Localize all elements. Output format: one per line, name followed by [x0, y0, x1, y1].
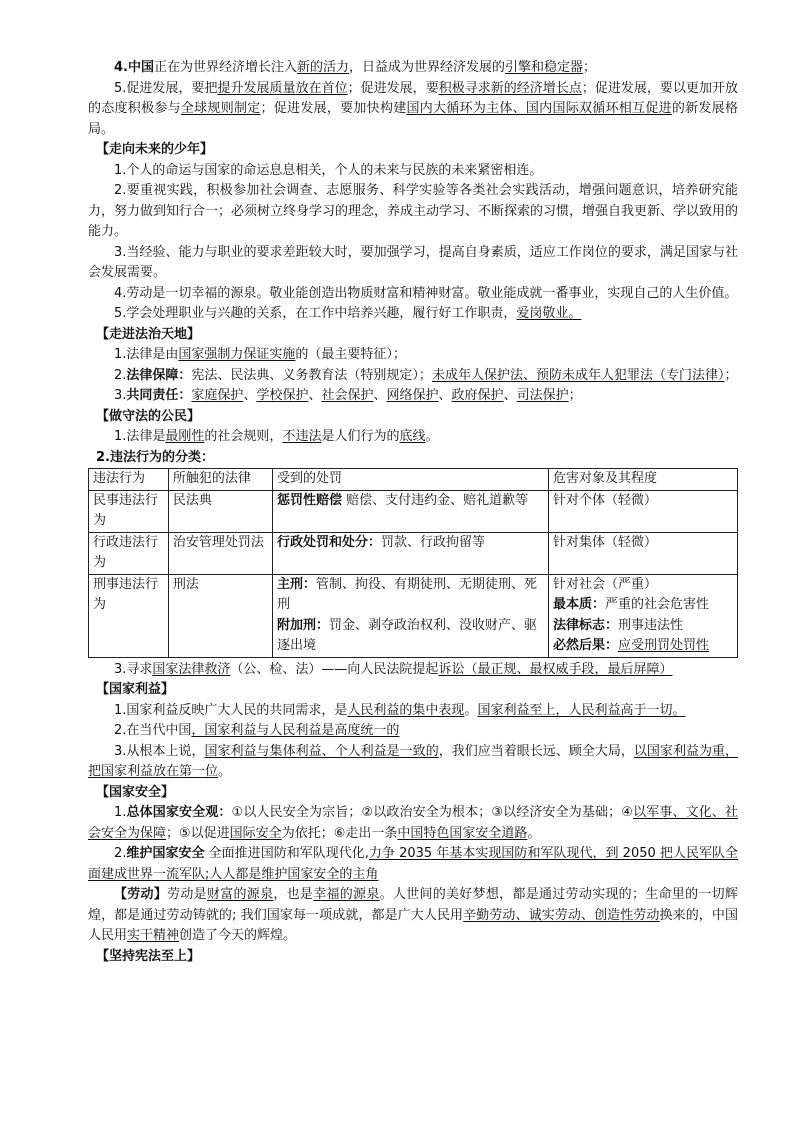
table-cell: 行政处罚和处分：罚款、行政拘留等 [272, 532, 548, 574]
table-cell: 惩罚性赔偿 赔偿、支付违约金、赔礼道歉等 [272, 490, 548, 532]
paragraph-china-economy: 4.中国正在为世界经济增长注入新的活力，日益成为世界经济发展的引擎和稳定器； [114, 60, 597, 75]
paragraph-security-2: 2.维护国家安全 全面推进国防和军队现代化,力争 2035 年基本实现国防和军队现代，到 2050 把人民军队全面建成世界一流军队;人人都是维护国家安全的主角 [88, 846, 738, 882]
paragraph-citizen-1: 1.法律是最刚性的社会规则，不违法是人们行为的底线。 [114, 429, 439, 444]
table-header-cell: 受到的处罚 [272, 469, 548, 491]
paragraph-law-3: 3.共同责任：家庭保护、学校保护、社会保护、网络保护、政府保护、司法保护； [114, 388, 582, 403]
table-header-cell: 违法行为 [89, 469, 169, 491]
table-header-cell: 所触犯的法律 [168, 469, 272, 491]
table-cell [272, 574, 548, 657]
table-header-row [89, 469, 738, 491]
section-heading-national-interest: 【国家利益】 [96, 682, 175, 697]
table-cell: 刑事违法行为 [89, 574, 169, 657]
table-cell: 治安管理处罚法 [168, 532, 272, 574]
table-cell: 针对个体（轻微） [548, 490, 737, 532]
table-cell: 行政违法行为 [89, 532, 169, 574]
table-header-cell: 危害对象及其程度 [548, 469, 737, 491]
table-row [89, 490, 738, 532]
table-row [89, 532, 738, 574]
paragraph-law-2: 2.法律保障：宪法、民法典、义务教育法（特别规定）；未成年人保护法、预防未成年人犯罪法（专门法律）； [114, 367, 738, 383]
paragraph-labor: 【劳动】劳动是财富的源泉，也是幸福的源泉。人世间的美好梦想，都是通过劳动实现的；生命里的一切辉煌，都是通过劳动铸就的; 我们国家每一项成就，都是广大人民用辛勤劳动、诚实劳动、创造性劳动换来的，中国人民用实干精神创造了今天的辉煌。 [88, 887, 738, 943]
table-cell: 刑法 [168, 574, 272, 657]
paragraph-law-1: 1.法律是由国家强制力保证实施的（最主要特征）； [114, 347, 406, 362]
section-heading-law-abiding-citizen: 【做守法的公民】 [96, 408, 201, 424]
paragraph-future-2: 2.要重视实践，积极参加社会调查、志愿服务、科学实验等各类社会实践活动，增强问题意识，培养研究能力，努力做到知行合一；必须树立终身学习的理念，养成主动学习、不断探索的习惯，增强自我更新、学以致用的能力。 [88, 183, 739, 239]
paragraph-citizen-3: 3.寻求国家法律救济（公、检、法）——向人民法院提起诉讼（最正规、最权威手段，最后屏障） [114, 661, 673, 677]
table-cell: 民法典 [168, 490, 272, 532]
paragraph-interest-2: 2.在当代中国，国家利益与人民利益是高度统一的 [114, 723, 400, 738]
section-heading-constitution: 【坚持宪法至上】 [96, 948, 201, 964]
section-heading-future-youth: 【走向未来的少年】 [96, 142, 214, 157]
table-cell: 针对社会（严重） 最本质：严重的社会危害性 法律标志：刑事违法性 必然后果：应受刑罚处罚性 [548, 574, 737, 657]
paragraph-future-3: 3.当经验、能力与职业的要求差距较大时，要加强学习，提高自身素质，适应工作岗位的要求，满足国家与社会发展需要。 [88, 244, 738, 280]
table-row [89, 574, 738, 657]
table-cell: 针对集体（轻微） [548, 532, 737, 574]
paragraph-interest-3: 3.从根本上说，国家利益与集体利益、个人利益是一致的，我们应当着眼长远、顾全大局，以国家利益为重，把国家利益放在第一位。 [88, 743, 738, 779]
main-penalty: 主刑：管制、拘役、有期徒刑、无期徒刑、死刑 [276, 576, 537, 612]
paragraph-future-4: 4.劳动是一切幸福的源泉。敬业能创造出物质财富和精神财富。敬业能成就一番事业，实现自己的人生价值。 [114, 285, 738, 301]
paragraph-interest-1: 1.国家利益反映广大人民的共同需求，是人民利益的集中表现。国家利益至上，人民利益高于一切。 [114, 702, 686, 718]
paragraph-future-5: 5.学会处理职业与兴趣的关系，在工作中培养兴趣，履行好工作职责，爱岗敬业。 [114, 306, 582, 321]
paragraph-security-1: 1.总体国家安全观：①以人民安全为宗旨；②以政治安全为根本；③以经济安全为基础；④以军事、文化、社会安全为保障；⑤以促进国际安全为依托；⑥走出一条中国特色国家安全道路。 [88, 805, 738, 841]
violation-table [88, 468, 738, 658]
document-page [88, 58, 738, 967]
section-heading-national-security: 【国家安全】 [96, 784, 175, 800]
paragraph-citizen-2: 2.违法行为的分类： [96, 449, 214, 465]
paragraph-promote-development: 5.促进发展，要把提升发展质量放在首位；促进发展，要积极寻求新的经济增长点；促进发展，要以更加开放的态度积极参与全球规则制定；促进发展，要加快构建国内大循环为主体、国内国际双循环相互促进的新发展格局。 [88, 80, 738, 137]
section-heading-rule-of-law: 【走进法治天地】 [96, 326, 201, 342]
table-cell: 民事违法行为 [89, 490, 169, 532]
paragraph-future-1: 1.个人的命运与国家的命运息息相关，个人的未来与民族的未来紧密相连。 [114, 162, 543, 178]
additional-penalty: 附加刑：罚金、剥夺政治权利、没收财产、驱逐出境 [276, 617, 537, 653]
